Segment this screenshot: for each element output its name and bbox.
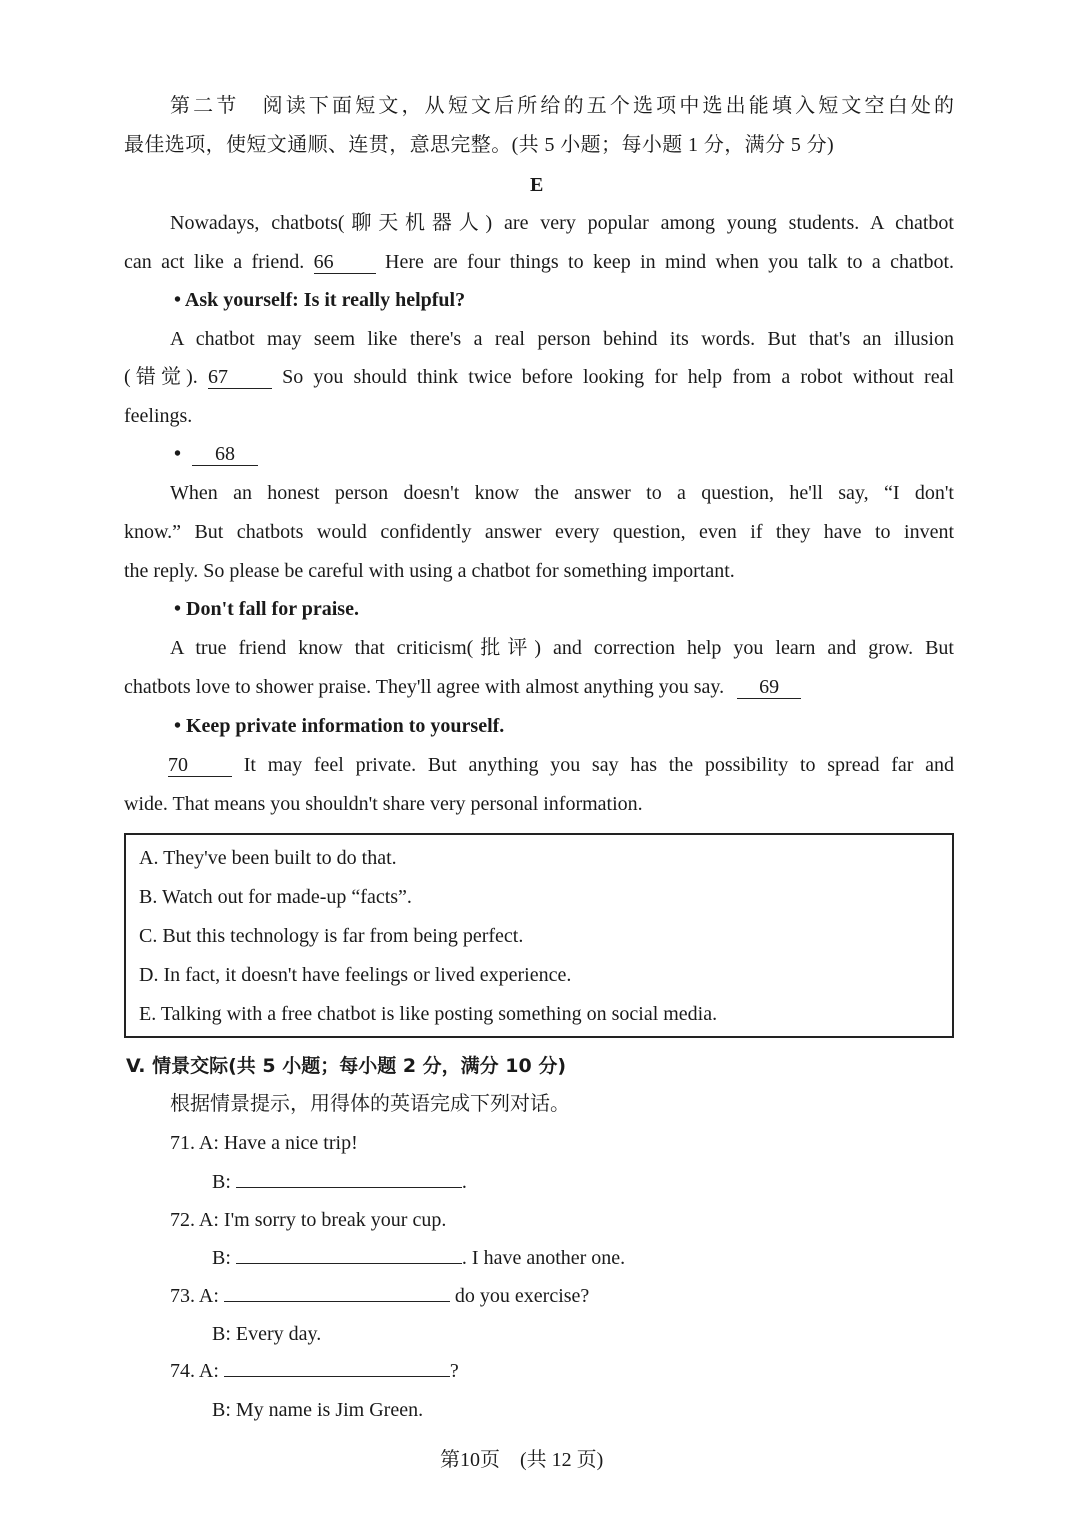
passage-line: When an honest person doesn't know the answer to a question, he'll say, “I don't xyxy=(170,482,954,504)
text: Here are four things to keep in mind when you talk to a chatbot. xyxy=(385,251,955,273)
option-c: C. But this technology is far from being perfect. xyxy=(139,925,524,947)
q73-a xyxy=(170,1283,589,1309)
text: B: xyxy=(212,1171,231,1193)
blank-69: 69 xyxy=(737,676,801,699)
passage-line xyxy=(124,249,954,275)
text: It may feel private. But anything you say has the possibility to spread far and xyxy=(243,754,955,776)
q71-b xyxy=(212,1169,467,1195)
question-number: 74. xyxy=(170,1360,195,1382)
question-number: 73. xyxy=(170,1285,195,1307)
passage-line xyxy=(124,364,954,390)
passage-line xyxy=(168,752,954,778)
heading-private: • Keep private information to yourself. xyxy=(174,715,505,737)
passage-line: Nowadays, chatbots(聊天机器人) are very popular among young students. A chatbot xyxy=(170,212,954,234)
heading-ask-yourself: • Ask yourself: Is it really helpful? xyxy=(174,289,466,311)
passage-line: the reply. So please be careful with using a chatbot for something important. xyxy=(124,560,735,582)
question-number: 72. xyxy=(170,1209,195,1231)
q72-a xyxy=(170,1207,446,1233)
passage-line: wide. That means you shouldn't share very personal information. xyxy=(124,793,643,815)
text: . I have another one. xyxy=(461,1247,626,1269)
heading-praise: • Don't fall for praise. xyxy=(174,598,359,620)
page-footer: 第10页 (共 12 页) xyxy=(440,1449,604,1471)
q73-b: B: Every day. xyxy=(212,1323,322,1345)
text: So you should think twice before looking for help from a robot without real xyxy=(282,366,955,388)
blank-67: 67 xyxy=(208,366,272,389)
bullet: • xyxy=(174,443,182,465)
heading-68 xyxy=(174,441,258,467)
text: A: I'm sorry to break your cup. xyxy=(198,1209,447,1231)
text: chatbots love to shower praise. They'll agree with almost anything you say. xyxy=(124,676,725,698)
option-a: A. They've been built to do that. xyxy=(139,847,397,869)
q74-b: B: My name is Jim Green. xyxy=(212,1399,424,1421)
passage-line xyxy=(124,674,801,700)
q74-a xyxy=(170,1358,459,1384)
q72-b xyxy=(212,1245,625,1271)
option-b: B. Watch out for made-up “facts”. xyxy=(139,886,412,908)
answer-line-71[interactable] xyxy=(236,1169,462,1188)
blank-68: 68 xyxy=(192,443,258,466)
blank-66: 66 xyxy=(314,251,376,274)
option-e: E. Talking with a free chatbot is like posting something on social media. xyxy=(139,1003,718,1025)
passage-line: A chatbot may seem like there's a real person behind its words. But that's an illusion xyxy=(170,328,954,350)
answer-line-73[interactable] xyxy=(224,1283,450,1302)
blank-70: 70 xyxy=(168,754,232,777)
text: ? xyxy=(449,1360,459,1382)
question-number: 71. xyxy=(170,1132,195,1154)
option-d: D. In fact, it doesn't have feelings or lived experience. xyxy=(139,964,572,986)
q71-a xyxy=(170,1130,358,1156)
instruction-line-2: 最佳选项，使短文通顺、连贯，意思完整。(共 5 小题；每小题 1 分，满分 5 分) xyxy=(124,134,835,156)
part-5-title: V. 情景交际(共 5 小题；每小题 2 分，满分 10 分) xyxy=(126,1055,567,1077)
text: A: xyxy=(198,1285,219,1307)
text: B: xyxy=(212,1247,231,1269)
instruction-line-1: 第二节 阅读下面短文，从短文后所给的五个选项中选出能填入短文空白处的 xyxy=(170,95,954,117)
text: A: xyxy=(198,1360,219,1382)
text: do you exercise? xyxy=(454,1285,590,1307)
answer-line-74[interactable] xyxy=(224,1358,450,1377)
passage-line: A true friend know that criticism(批评) and correction help you learn and grow. But xyxy=(170,637,954,659)
passage-line: know.” But chatbots would confidently answer every question, even if they have to invent xyxy=(124,521,954,543)
text: can act like a friend. xyxy=(124,251,305,273)
text: . xyxy=(461,1171,467,1193)
text: (错觉). xyxy=(124,366,198,388)
passage-line: feelings. xyxy=(124,405,193,427)
passage-letter: E xyxy=(530,174,544,196)
part-5-instruction: 根据情景提示，用得体的英语完成下列对话。 xyxy=(170,1093,570,1115)
answer-line-72[interactable] xyxy=(236,1245,462,1264)
text: A: Have a nice trip! xyxy=(198,1132,358,1154)
